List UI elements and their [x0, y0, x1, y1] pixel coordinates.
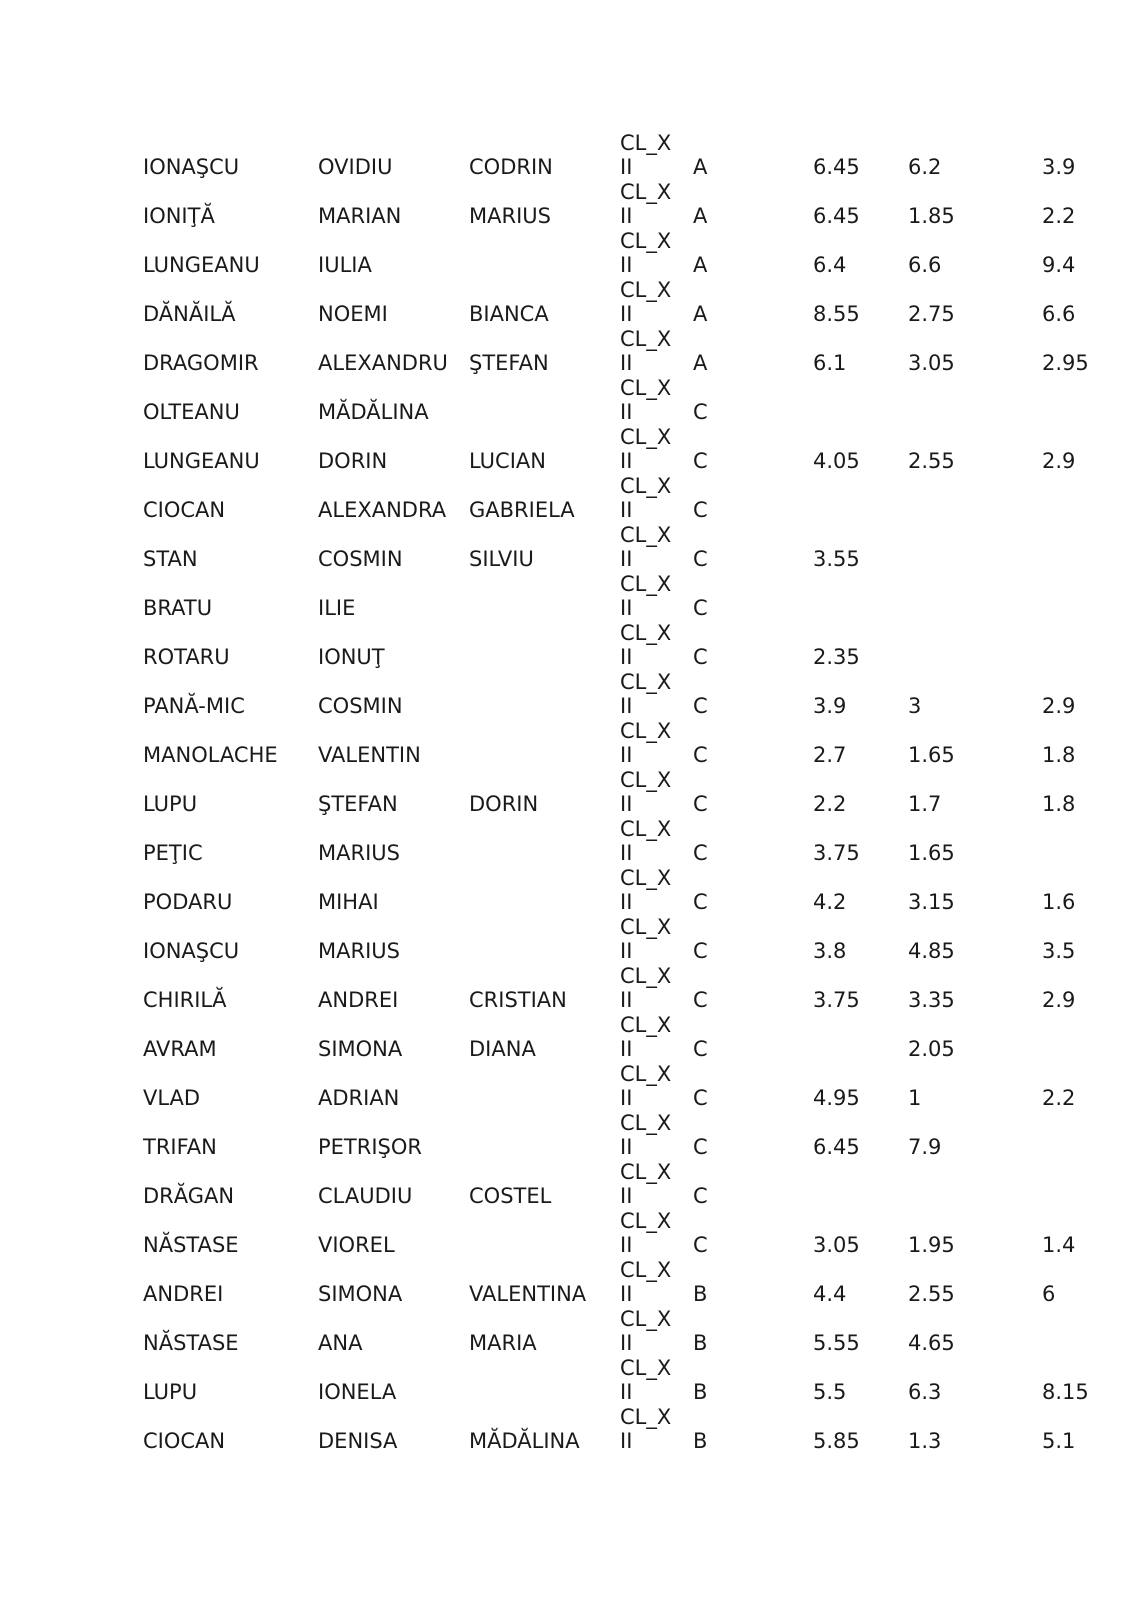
class-cell [620, 719, 671, 767]
group-cell: C [693, 498, 708, 522]
class-cell [620, 523, 671, 571]
grade-3-cell: 5.1 [1042, 1429, 1076, 1453]
grade-1-cell: 3.9 [813, 694, 847, 718]
grade-1-cell: 3.55 [813, 547, 860, 571]
first-name-cell: ALEXANDRA [318, 498, 447, 522]
grade-1-cell: 8.55 [813, 302, 860, 326]
table-row [0, 425, 1130, 473]
class-cell [620, 1062, 671, 1110]
class-cell [620, 1405, 671, 1453]
grade-1-cell: 6.4 [813, 253, 847, 277]
class-line-2: II [620, 792, 633, 816]
class-line-2: II [620, 596, 633, 620]
class-line-2: II [620, 1380, 633, 1404]
group-cell: C [693, 547, 708, 571]
first-name-cell: ALEXANDRU [318, 351, 448, 375]
grade-3-cell: 2.95 [1042, 351, 1089, 375]
grade-3-cell: 6.6 [1042, 302, 1076, 326]
first-name-cell: ILIE [318, 596, 356, 620]
table-row [0, 1013, 1130, 1061]
class-line-1: CL_X [620, 1356, 672, 1380]
table-row [0, 719, 1130, 767]
grade-2-cell: 2.55 [908, 449, 955, 473]
last-name-cell: NĂSTASE [143, 1233, 239, 1257]
last-name-cell: STAN [143, 547, 198, 571]
class-line-2: II [620, 645, 633, 669]
group-cell: A [693, 253, 708, 277]
grade-1-cell: 6.45 [813, 204, 860, 228]
class-line-2: II [620, 939, 633, 963]
class-line-1: CL_X [620, 1209, 672, 1233]
last-name-cell: LUNGEANU [143, 449, 260, 473]
grade-2-cell: 1.65 [908, 841, 955, 865]
grade-1-cell: 4.2 [813, 890, 847, 914]
first-name-cell: ADRIAN [318, 1086, 400, 1110]
table-row [0, 1160, 1130, 1208]
class-line-1: CL_X [620, 474, 672, 498]
table-row [0, 131, 1130, 179]
grade-1-cell: 5.55 [813, 1331, 860, 1355]
grade-1-cell: 3.8 [813, 939, 847, 963]
grade-2-cell: 2.75 [908, 302, 955, 326]
group-cell: C [693, 890, 708, 914]
first-name-cell: DENISA [318, 1429, 398, 1453]
table-row [0, 768, 1130, 816]
class-line-2: II [620, 1331, 633, 1355]
grade-2-cell: 1.95 [908, 1233, 955, 1257]
class-cell [620, 180, 671, 228]
class-line-1: CL_X [620, 1160, 672, 1184]
table-row [0, 1356, 1130, 1404]
first-name-cell: SIMONA [318, 1037, 403, 1061]
second-name-cell: DIANA [469, 1037, 536, 1061]
group-cell: A [693, 155, 708, 179]
class-line-2: II [620, 155, 633, 179]
last-name-cell: DRĂGAN [143, 1184, 235, 1208]
second-name-cell: MARIA [469, 1331, 537, 1355]
class-line-1: CL_X [620, 915, 672, 939]
group-cell: C [693, 1135, 708, 1159]
class-cell [620, 1160, 671, 1208]
group-cell: C [693, 1037, 708, 1061]
group-cell: B [693, 1331, 708, 1355]
grade-3-cell: 3.9 [1042, 155, 1076, 179]
grade-1-cell: 5.85 [813, 1429, 860, 1453]
group-cell: A [693, 302, 708, 326]
last-name-cell: DRAGOMIR [143, 351, 259, 375]
last-name-cell: VLAD [143, 1086, 201, 1110]
grade-1-cell: 4.4 [813, 1282, 847, 1306]
class-cell [620, 1258, 671, 1306]
class-line-2: II [620, 694, 633, 718]
grade-2-cell: 7.9 [908, 1135, 942, 1159]
group-cell: C [693, 694, 708, 718]
grade-3-cell: 3.5 [1042, 939, 1076, 963]
group-cell: C [693, 449, 708, 473]
last-name-cell: ANDREI [143, 1282, 224, 1306]
class-line-2: II [620, 890, 633, 914]
class-line-2: II [620, 841, 633, 865]
class-line-2: II [620, 1086, 633, 1110]
class-line-1: CL_X [620, 1307, 672, 1331]
class-line-2: II [620, 547, 633, 571]
class-cell [620, 817, 671, 865]
class-line-1: CL_X [620, 1062, 672, 1086]
grade-3-cell: 2.9 [1042, 694, 1076, 718]
table-row [0, 866, 1130, 914]
group-cell: C [693, 1086, 708, 1110]
class-line-2: II [620, 1282, 633, 1306]
grade-2-cell: 3 [908, 694, 922, 718]
table-row [0, 621, 1130, 669]
first-name-cell: MARIUS [318, 939, 400, 963]
second-name-cell: ŞTEFAN [469, 351, 549, 375]
second-name-cell: LUCIAN [469, 449, 546, 473]
grade-3-cell: 8.15 [1042, 1380, 1089, 1404]
last-name-cell: TRIFAN [143, 1135, 217, 1159]
class-cell [620, 866, 671, 914]
class-cell [620, 474, 671, 522]
class-line-2: II [620, 988, 633, 1012]
grade-1-cell: 5.5 [813, 1380, 847, 1404]
class-line-1: CL_X [620, 425, 672, 449]
last-name-cell: LUPU [143, 792, 198, 816]
first-name-cell: IONELA [318, 1380, 397, 1404]
class-line-1: CL_X [620, 719, 672, 743]
group-cell: A [693, 204, 708, 228]
class-line-1: CL_X [620, 866, 672, 890]
first-name-cell: ANDREI [318, 988, 399, 1012]
grade-2-cell: 6.2 [908, 155, 942, 179]
class-line-1: CL_X [620, 1013, 672, 1037]
second-name-cell: CRISTIAN [469, 988, 567, 1012]
table-row [0, 964, 1130, 1012]
class-line-2: II [620, 449, 633, 473]
group-cell: C [693, 988, 708, 1012]
grade-3-cell: 1.8 [1042, 792, 1076, 816]
class-cell [620, 327, 671, 375]
second-name-cell: GABRIELA [469, 498, 575, 522]
class-line-1: CL_X [620, 523, 672, 547]
grade-2-cell: 4.65 [908, 1331, 955, 1355]
grade-3-cell: 6 [1042, 1282, 1056, 1306]
second-name-cell: COSTEL [469, 1184, 552, 1208]
table-row [0, 180, 1130, 228]
class-line-1: CL_X [620, 572, 672, 596]
class-line-2: II [620, 498, 633, 522]
group-cell: C [693, 596, 708, 620]
class-line-1: CL_X [620, 376, 672, 400]
first-name-cell: MARIAN [318, 204, 402, 228]
grade-2-cell: 6.3 [908, 1380, 942, 1404]
table-row [0, 1111, 1130, 1159]
class-line-2: II [620, 253, 633, 277]
class-line-1: CL_X [620, 964, 672, 988]
grade-1-cell: 2.7 [813, 743, 847, 767]
grade-2-cell: 3.15 [908, 890, 955, 914]
table-row [0, 1062, 1130, 1110]
class-cell [620, 1307, 671, 1355]
grade-2-cell: 3.35 [908, 988, 955, 1012]
class-line-2: II [620, 400, 633, 424]
second-name-cell: DORIN [469, 792, 539, 816]
group-cell: B [693, 1282, 708, 1306]
grade-1-cell: 3.75 [813, 988, 860, 1012]
table-row [0, 523, 1130, 571]
grade-2-cell: 1.3 [908, 1429, 942, 1453]
class-cell [620, 572, 671, 620]
group-cell: C [693, 1184, 708, 1208]
table-row [0, 327, 1130, 375]
second-name-cell: BIANCA [469, 302, 549, 326]
first-name-cell: MĂDĂLINA [318, 400, 429, 424]
last-name-cell: IONIŢĂ [143, 204, 215, 228]
first-name-cell: COSMIN [318, 547, 403, 571]
class-cell [620, 1013, 671, 1061]
class-cell [620, 425, 671, 473]
table-row [0, 1405, 1130, 1453]
second-name-cell: SILVIU [469, 547, 534, 571]
first-name-cell: MIHAI [318, 890, 379, 914]
class-line-1: CL_X [620, 1405, 672, 1429]
class-cell [620, 1111, 671, 1159]
first-name-cell: DORIN [318, 449, 388, 473]
group-cell: C [693, 645, 708, 669]
last-name-cell: CIOCAN [143, 498, 226, 522]
grade-3-cell: 1.4 [1042, 1233, 1076, 1257]
group-cell: C [693, 743, 708, 767]
first-name-cell: IONUŢ [318, 645, 385, 669]
last-name-cell: IONAŞCU [143, 155, 240, 179]
table-row [0, 278, 1130, 326]
grade-2-cell: 6.6 [908, 253, 942, 277]
grade-3-cell: 2.2 [1042, 1086, 1076, 1110]
table-row [0, 1209, 1130, 1257]
first-name-cell: MARIUS [318, 841, 400, 865]
class-line-1: CL_X [620, 1111, 672, 1135]
grade-3-cell: 9.4 [1042, 253, 1076, 277]
first-name-cell: NOEMI [318, 302, 388, 326]
class-cell [620, 964, 671, 1012]
last-name-cell: OLTEANU [143, 400, 240, 424]
second-name-cell: CODRIN [469, 155, 553, 179]
grade-1-cell: 2.35 [813, 645, 860, 669]
class-cell [620, 1209, 671, 1257]
group-cell: C [693, 841, 708, 865]
class-line-2: II [620, 1233, 633, 1257]
first-name-cell: ŞTEFAN [318, 792, 398, 816]
grade-1-cell: 3.75 [813, 841, 860, 865]
group-cell: C [693, 792, 708, 816]
class-line-1: CL_X [620, 1258, 672, 1282]
table-row [0, 915, 1130, 963]
grade-2-cell: 4.85 [908, 939, 955, 963]
last-name-cell: ROTARU [143, 645, 230, 669]
last-name-cell: CHIRILĂ [143, 988, 227, 1012]
group-cell: A [693, 351, 708, 375]
table-row [0, 670, 1130, 718]
table-row [0, 376, 1130, 424]
last-name-cell: AVRAM [143, 1037, 217, 1061]
first-name-cell: CLAUDIU [318, 1184, 413, 1208]
last-name-cell: MANOLACHE [143, 743, 278, 767]
last-name-cell: DĂNĂILĂ [143, 302, 236, 326]
table-row [0, 1258, 1130, 1306]
class-line-1: CL_X [620, 768, 672, 792]
last-name-cell: CIOCAN [143, 1429, 226, 1453]
grade-2-cell: 1.85 [908, 204, 955, 228]
class-cell [620, 670, 671, 718]
table-row [0, 817, 1130, 865]
class-line-2: II [620, 1037, 633, 1061]
grade-1-cell: 2.2 [813, 792, 847, 816]
second-name-cell: VALENTINA [469, 1282, 587, 1306]
class-line-2: II [620, 1135, 633, 1159]
class-cell [620, 621, 671, 669]
group-cell: C [693, 939, 708, 963]
grade-2-cell: 2.55 [908, 1282, 955, 1306]
first-name-cell: COSMIN [318, 694, 403, 718]
first-name-cell: ANA [318, 1331, 363, 1355]
grade-3-cell: 1.6 [1042, 890, 1076, 914]
class-line-1: CL_X [620, 229, 672, 253]
grade-1-cell: 6.45 [813, 1135, 860, 1159]
first-name-cell: OVIDIU [318, 155, 393, 179]
class-cell [620, 131, 671, 179]
grade-2-cell: 1.7 [908, 792, 942, 816]
first-name-cell: VIOREL [318, 1233, 395, 1257]
grade-3-cell: 2.9 [1042, 449, 1076, 473]
grade-2-cell: 3.05 [908, 351, 955, 375]
grade-1-cell: 4.95 [813, 1086, 860, 1110]
class-line-1: CL_X [620, 327, 672, 351]
grade-1-cell: 6.1 [813, 351, 847, 375]
grade-1-cell: 3.05 [813, 1233, 860, 1257]
first-name-cell: PETRIŞOR [318, 1135, 422, 1159]
grade-1-cell: 6.45 [813, 155, 860, 179]
group-cell: C [693, 1233, 708, 1257]
class-line-2: II [620, 743, 633, 767]
grade-2-cell: 1.65 [908, 743, 955, 767]
table-row [0, 229, 1130, 277]
last-name-cell: LUNGEANU [143, 253, 260, 277]
grade-3-cell: 2.9 [1042, 988, 1076, 1012]
last-name-cell: PEŢIC [143, 841, 203, 865]
class-line-2: II [620, 204, 633, 228]
grade-3-cell: 2.2 [1042, 204, 1076, 228]
class-cell [620, 376, 671, 424]
class-line-1: CL_X [620, 621, 672, 645]
grade-1-cell: 4.05 [813, 449, 860, 473]
class-line-1: CL_X [620, 180, 672, 204]
group-cell: B [693, 1429, 708, 1453]
last-name-cell: PANĂ-MIC [143, 694, 245, 718]
class-line-1: CL_X [620, 817, 672, 841]
last-name-cell: PODARU [143, 890, 233, 914]
group-cell: B [693, 1380, 708, 1404]
table-row [0, 1307, 1130, 1355]
class-line-1: CL_X [620, 670, 672, 694]
last-name-cell: NĂSTASE [143, 1331, 239, 1355]
class-cell [620, 229, 671, 277]
table-row [0, 474, 1130, 522]
class-cell [620, 1356, 671, 1404]
last-name-cell: LUPU [143, 1380, 198, 1404]
grade-3-cell: 1.8 [1042, 743, 1076, 767]
grade-2-cell: 1 [908, 1086, 922, 1110]
table-row [0, 572, 1130, 620]
group-cell: C [693, 400, 708, 424]
first-name-cell: SIMONA [318, 1282, 403, 1306]
first-name-cell: VALENTIN [318, 743, 421, 767]
class-cell [620, 915, 671, 963]
class-line-2: II [620, 1184, 633, 1208]
class-line-2: II [620, 302, 633, 326]
first-name-cell: IULIA [318, 253, 372, 277]
class-line-1: CL_X [620, 131, 672, 155]
class-line-1: CL_X [620, 278, 672, 302]
second-name-cell: MĂDĂLINA [469, 1429, 580, 1453]
class-cell [620, 768, 671, 816]
grade-2-cell: 2.05 [908, 1037, 955, 1061]
last-name-cell: IONAŞCU [143, 939, 240, 963]
class-cell [620, 278, 671, 326]
second-name-cell: MARIUS [469, 204, 551, 228]
last-name-cell: BRATU [143, 596, 213, 620]
class-line-2: II [620, 1429, 633, 1453]
class-line-2: II [620, 351, 633, 375]
